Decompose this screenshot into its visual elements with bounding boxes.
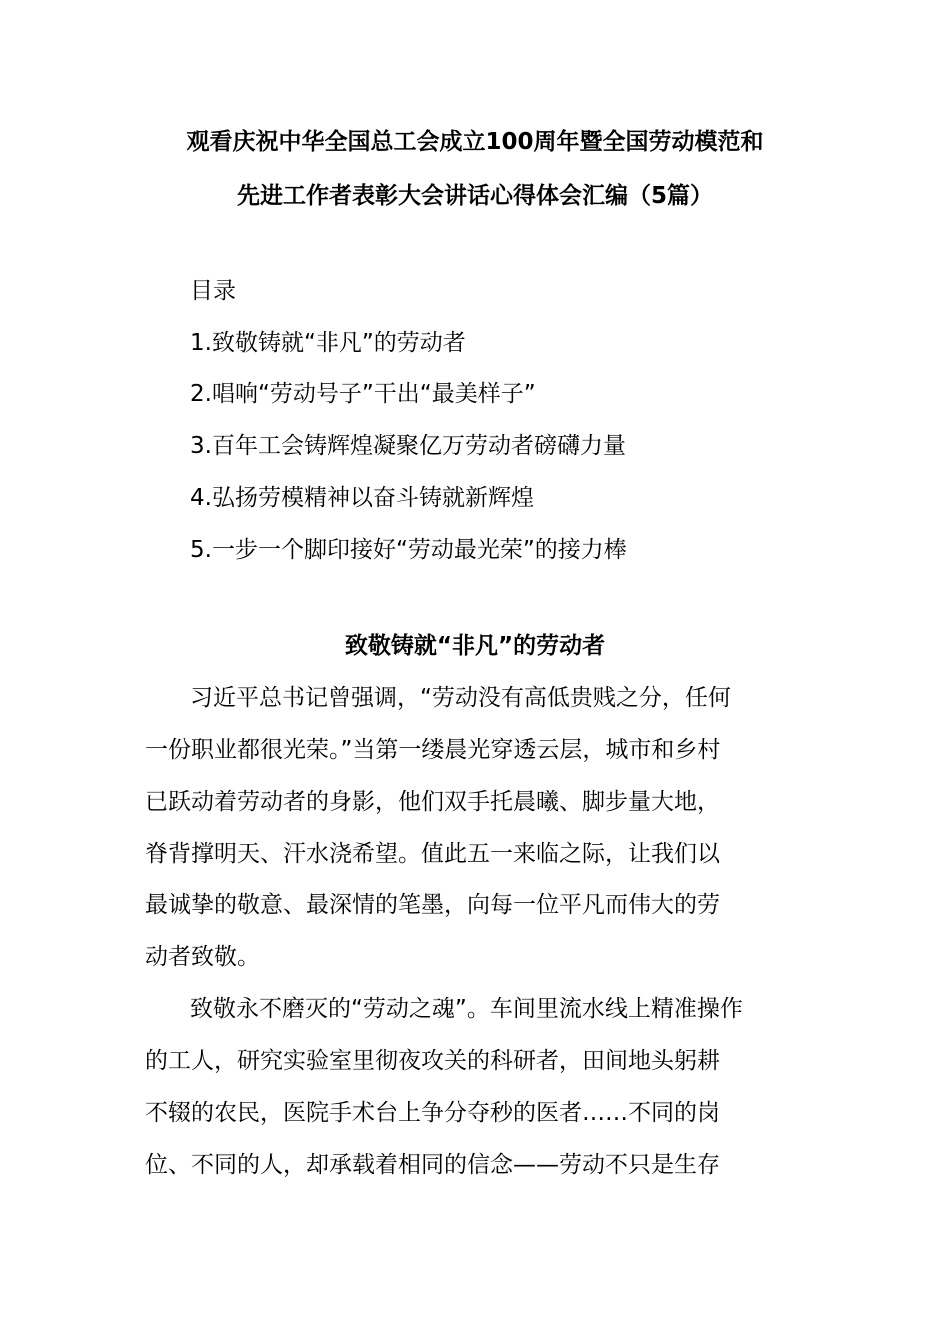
toc-item-5: 5.一步一个脚印接好“劳动最光荣”的接力棒 [190, 537, 627, 563]
document-title-line-2: 先进工作者表彰大会讲话心得体会汇编（5篇） [236, 183, 713, 209]
paragraph-line: 的工人，研究实验室里彻夜攻关的科研者，田间地头躬耕 [145, 1048, 720, 1074]
paragraph-line: 不辍的农民，医院手术台上争分夺秒的医者……不同的岗 [145, 1100, 720, 1126]
paragraph-line: 已跃动着劳动者的身影，他们双手托晨曦、脚步量大地， [145, 789, 720, 815]
paragraph-line: 致敬永不磨灭的“劳动之魂”。车间里流水线上精准操作 [190, 996, 743, 1022]
toc-item-1: 1.致敬铸就“非凡”的劳动者 [190, 330, 466, 356]
paragraph-line: 习近平总书记曾强调，“劳动没有高低贵贱之分，任何 [190, 685, 731, 711]
paragraph-line: 位、不同的人，却承载着相同的信念——劳动不只是生存 [145, 1152, 720, 1178]
toc-item-3: 3.百年工会铸辉煌凝聚亿万劳动者磅礴力量 [190, 433, 626, 459]
paragraph-line: 最诚挚的敬意、最深情的笔墨，向每一位平凡而伟大的劳 [145, 892, 720, 918]
section-title: 致敬铸就“非凡”的劳动者 [344, 633, 606, 659]
toc-heading: 目录 [190, 278, 236, 304]
toc-item-2: 2.唱响“劳动号子”干出“最美样子” [190, 381, 536, 407]
paragraph-line: 脊背撑明天、汗水浇希望。值此五一来临之际，让我们以 [145, 841, 720, 867]
paragraph-line: 动者致敬。 [145, 944, 260, 970]
document-title-line-1: 观看庆祝中华全国总工会成立100周年暨全国劳动模范和 [186, 129, 764, 155]
toc-item-4: 4.弘扬劳模精神以奋斗铸就新辉煌 [190, 485, 534, 511]
paragraph-line: 一份职业都很光荣。”当第一缕晨光穿透云层，城市和乡村 [145, 737, 721, 763]
